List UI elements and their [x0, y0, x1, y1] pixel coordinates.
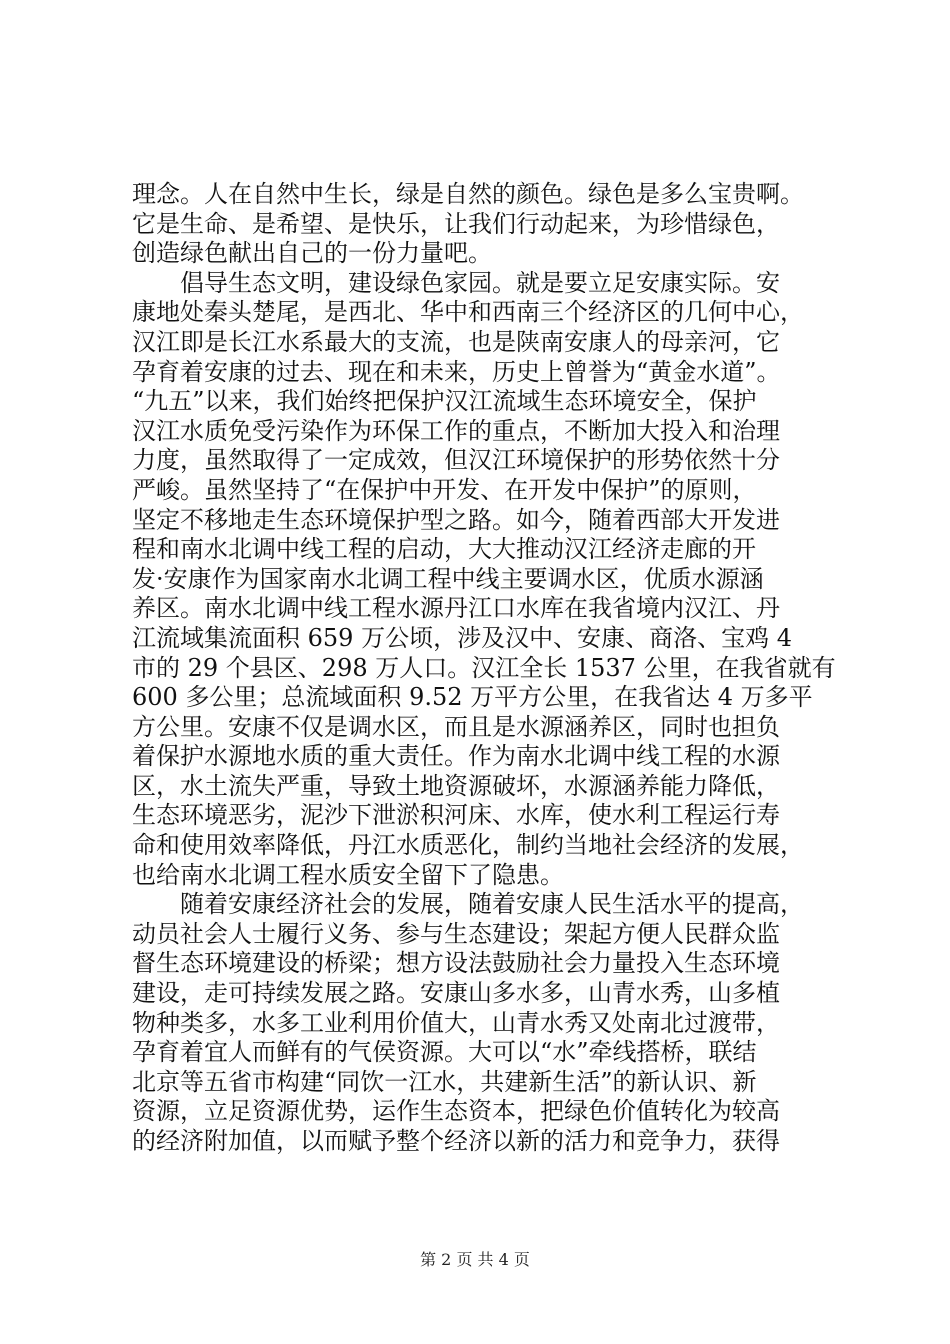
text-line: 资源，立足资源优势，运作生态资本，把绿色价值转化为较高 [132, 1097, 780, 1126]
text-line: 建设，走可持续发展之路。安康山多水多，山青水秀，山多植 [132, 979, 780, 1008]
text-line: 理念。人在自然中生长，绿是自然的颜色。绿色是多么宝贵啊。 [132, 180, 804, 208]
text-line: 汉江水质免受污染作为环保工作的重点，不断加大投入和治理 [132, 416, 780, 445]
text-line: 它是生命、是希望、是快乐，让我们行动起来，为珍惜绿色， [132, 209, 780, 238]
text-line: 动员社会人士履行义务、参与生态建设；架起方便人民群众监 [132, 919, 780, 948]
text-line: 程和南水北调中线工程的启动，大大推动汉江经济走廊的开 [132, 535, 756, 564]
text-line: 督生态环境建设的桥梁；想方设法鼓励社会力量投入生态环境 [132, 949, 780, 978]
text-line: 生态环境恶劣，泥沙下泄淤积河床、水库，使水利工程运行寿 [132, 801, 780, 830]
text-line: 区，水土流失严重，导致土地资源破坏，水源涵养能力降低， [132, 771, 780, 800]
body-text [132, 180, 872, 1157]
text-line: 孕育着宜人而鲜有的气侯资源。大可以“水”牵线搭桥，联结 [132, 1038, 757, 1067]
text-line: 汉江即是长江水系最大的支流，也是陕南安康人的母亲河，它 [132, 327, 780, 356]
text-line: 方公里。安康不仅是调水区，而且是水源涵养区，同时也担负 [132, 712, 780, 741]
text-line: 严峻。虽然坚持了“在保护中开发、在开发中保护”的原则， [132, 475, 757, 504]
text-line: 坚定不移地走生态环境保护型之路。如今，随着西部大开发进 [132, 505, 780, 534]
text-line: 市的 29 个县区、298 万人口。汉江全长 1537 公里，在我省就有 [132, 653, 836, 682]
text-line: 命和使用效率降低，丹江水质恶化，制约当地社会经济的发展， [132, 831, 804, 860]
text-line: 也给南水北调工程水质安全留下了隐患。 [132, 860, 564, 889]
text-line: 随着安康经济社会的发展，随着安康人民生活水平的提高， [132, 890, 804, 919]
text-line: 养区。南水北调中线工程水源丹江口水库在我省境内汉江、丹 [132, 594, 780, 623]
text-line: 北京等五省市构建“同饮一江水，共建新生活”的新认识、新 [132, 1067, 757, 1096]
text-line: 着保护水源地水质的重大责任。作为南水北调中线工程的水源 [132, 742, 780, 771]
text-line: 康地处秦头楚尾，是西北、华中和西南三个经济区的几何中心， [132, 298, 804, 327]
text-line: 江流域集流面积 659 万公顷，涉及汉中、安康、商洛、宝鸡 4 [132, 623, 792, 652]
text-line: 力度，虽然取得了一定成效，但汉江环境保护的形势依然十分 [132, 446, 780, 475]
text-line: 发·安康作为国家南水北调工程中线主要调水区，优质水源涵 [132, 564, 764, 593]
text-line: 倡导生态文明，建设绿色家园。就是要立足安康实际。安 [132, 268, 780, 297]
text-line: 孕育着安康的过去、现在和未来，历史上曾誉为“黄金水道”。 [132, 357, 781, 386]
text-line: 的经济附加值，以而赋予整个经济以新的活力和竞争力，获得 [132, 1127, 780, 1155]
text-line: “九五”以来，我们始终把保护汉江流域生态环境安全，保护 [132, 387, 757, 416]
page-footer: 第 2 页 共 4 页 [420, 1250, 530, 1269]
text-line: 创造绿色献出自己的一份力量吧。 [132, 239, 492, 268]
text-line: 600 多公里；总流域面积 9.52 万平方公里，在我省达 4 万多平 [132, 683, 813, 712]
text-line: 物种类多，水多工业利用价值大，山青水秀又处南北过渡带， [132, 1008, 780, 1037]
